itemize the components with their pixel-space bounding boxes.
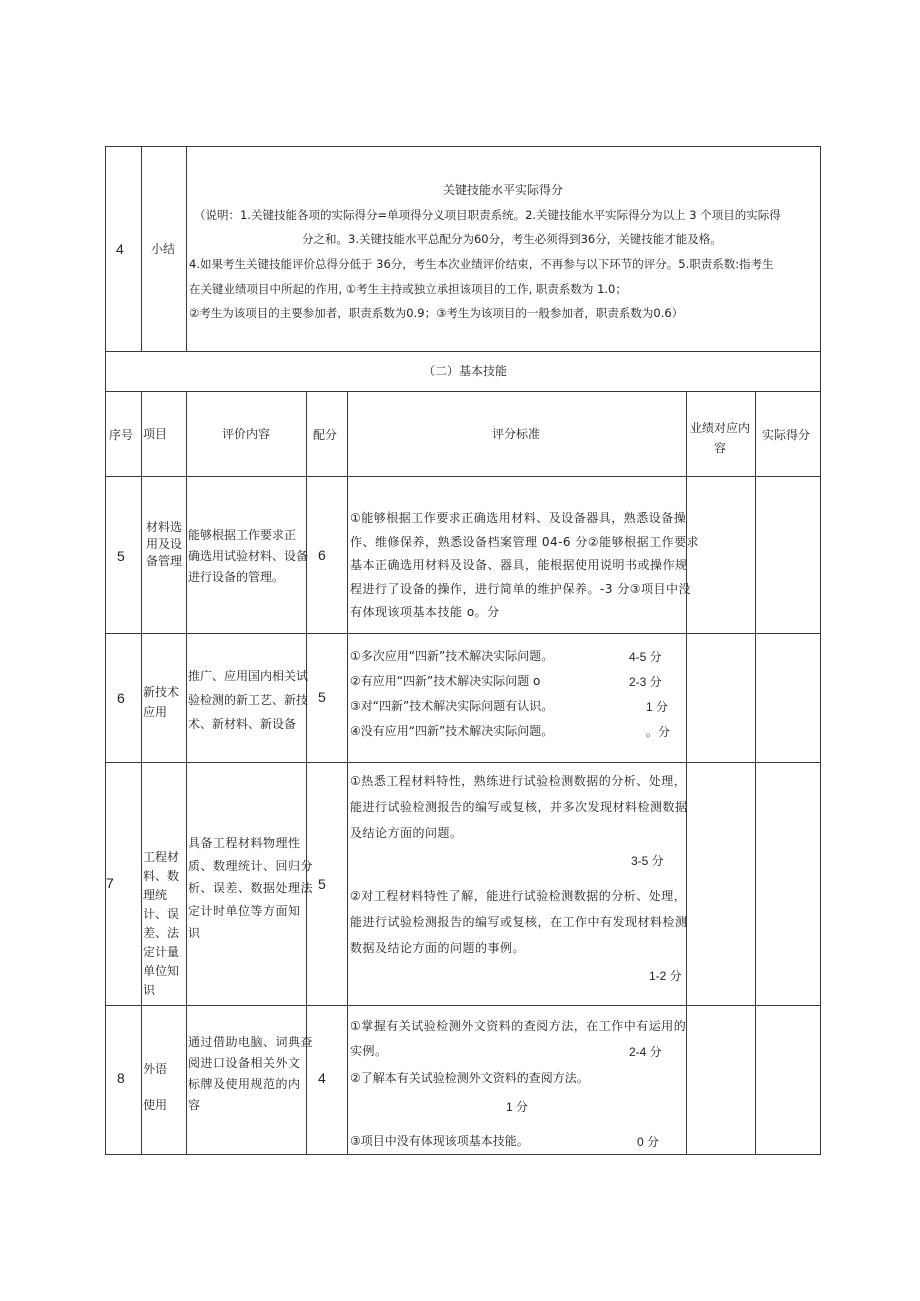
row8-item: 外语 使用 bbox=[143, 1062, 168, 1112]
row5-points: 6 bbox=[318, 547, 326, 563]
summary-line-1: （说明：1.关键技能各项的实际得分=单项得分义项目职责系统。2.关键技能水平实际得分为以上 3 个项目的实际得 bbox=[194, 208, 781, 222]
summary-line-2: 分之和。3.关键技能水平总配分为60分，考生必须得到36分，关键技能才能及格。 bbox=[302, 232, 722, 246]
row6-standard-3: ③对“四新”技术解决实际问题有认识。 bbox=[350, 699, 554, 713]
summary-no: 4 bbox=[116, 241, 124, 257]
row8-no: 8 bbox=[117, 1070, 125, 1086]
row5-standard: ①能够根据工作要求正确选用材料、及设备器具，熟悉设备操 作、维修保养，熟悉设备档案管理 04-6 分②能够根据工作要求 基本正确选用材料及设备、器具，能根据使用说明书或操作规 程进行了设备的操作，进行简单的维护保养。-3 分③项目中没 有体现该项基本技能 o。分 bbox=[350, 511, 700, 619]
row-divider bbox=[105, 391, 821, 392]
header-standard: 评分标准 bbox=[492, 427, 541, 441]
row8-standard-a: ①掌握有关试验检测外文资料的查阅方法，在工作中有运用的 实例。 bbox=[350, 1019, 687, 1058]
table-border-bottom bbox=[105, 1154, 821, 1155]
col-divider bbox=[347, 391, 348, 1155]
row6-standard-4: ④没有应用“四新”技术解决实际问题。 bbox=[350, 724, 554, 738]
summary-title: 关键技能水平实际得分 bbox=[443, 183, 564, 197]
row-divider bbox=[105, 762, 821, 763]
row7-score-b: 1-2 分 bbox=[649, 969, 682, 983]
row8-score-c: 0 分 bbox=[637, 1135, 660, 1149]
header-points: 配分 bbox=[313, 428, 338, 442]
header-item: 项目 bbox=[143, 427, 168, 441]
row5-item: 材料选 用及设 备管理 bbox=[145, 520, 182, 568]
col-divider bbox=[141, 391, 142, 1155]
row6-points: 5 bbox=[318, 689, 326, 705]
row7-no: 7 bbox=[106, 875, 114, 891]
col-divider bbox=[755, 391, 756, 1155]
row-divider bbox=[105, 633, 821, 634]
section-title: （二）基本技能 bbox=[423, 364, 508, 378]
header-content: 评价内容 bbox=[222, 427, 271, 441]
row6-standard-1: ①多次应用“四新”技术解决实际问题。 bbox=[350, 649, 554, 663]
summary-line-4: 在关键业绩项目中所起的作用, ①考生主持或独立承担该项目的工作, 职责系数为 1.0； bbox=[189, 282, 627, 296]
row5-content: 能够根据工作要求正 确选用试验材料、设备 进行设备的管理。 bbox=[188, 528, 309, 584]
row6-item: 新技术 应用 bbox=[143, 685, 180, 719]
summary-line-3: 4.如果考生关键技能评价总得分低于 36分，考生本次业绩评价结束，不再参与以下环节的评分。5.职责系数:指考生 bbox=[189, 257, 774, 271]
row8-content: 通过借助电脑、词典查 阅进口设备相关外文 标牌及使用规范的内 容 bbox=[188, 1035, 314, 1112]
row-divider bbox=[105, 351, 821, 352]
row8-points: 4 bbox=[318, 1070, 326, 1086]
row8-score-a: 2-4 分 bbox=[629, 1045, 662, 1059]
table-border-right bbox=[820, 146, 821, 1155]
row7-standard-a: ①热悉工程材料特性，熟练进行试验检测数据的分析、处理， 能进行试验检测报告的编写或复核，并多次发现材料检测数据 及结论方面的问题。 bbox=[350, 774, 688, 840]
row7-score-a: 3-5 分 bbox=[631, 854, 664, 868]
row7-points: 5 bbox=[318, 876, 326, 892]
col-divider bbox=[186, 391, 187, 1155]
row7-item: 工程材 料、数 理统 计、误 差、法 定计量 单位知 识 bbox=[143, 850, 180, 997]
row6-standard-2: ②有应用“四新”技术解决实际问题 o bbox=[350, 674, 541, 688]
row8-standard-c: ③项目中没有体现该项基本技能。 bbox=[350, 1134, 529, 1148]
header-no: 序号 bbox=[109, 428, 134, 442]
row7-standard-b: ②对工程材料特性了解，能进行试验检测数据的分析、处理， 能进行试验检测报告的编写或复核，在工作中有发现材料检测 数据及结论方面的问题的事例。 bbox=[350, 889, 688, 955]
col-divider bbox=[186, 146, 187, 351]
row6-score-2: 2-3 分 bbox=[629, 675, 662, 689]
table-border-top bbox=[105, 146, 821, 147]
table-border-left bbox=[105, 146, 106, 1155]
summary-item: 小结 bbox=[151, 242, 176, 256]
row6-content: 推广、应用国内相关试 验检测的新工艺、新技 术、新材料、新设备 bbox=[188, 669, 309, 731]
summary-line-5: ②考生为该项目的主要参加者，职责系数为0.9；③考生为该项目的一般参加者，职责系数为0.6） bbox=[189, 306, 684, 320]
col-divider bbox=[141, 146, 142, 351]
row6-score-3: 1 分 bbox=[646, 700, 669, 714]
row6-no: 6 bbox=[117, 690, 125, 706]
row-divider bbox=[105, 1005, 821, 1006]
header-score: 实际得分 bbox=[762, 428, 811, 442]
row8-standard-b: ②了解本有关试验检测外文资料的查阅方法。 bbox=[350, 1071, 589, 1085]
header-performance: 业绩对应内容 bbox=[689, 421, 750, 455]
row-divider bbox=[105, 476, 821, 477]
row8-score-b: 1 分 bbox=[506, 1100, 529, 1114]
row5-no: 5 bbox=[117, 548, 125, 564]
row6-score-4: 。分 bbox=[646, 725, 671, 739]
row6-score-1: 4-5 分 bbox=[629, 650, 662, 664]
row7-content: 具备工程材料物理性 质、数理统计、回归分 析、误差、数据处理法 定计时单位等方面知 识 bbox=[188, 836, 314, 940]
